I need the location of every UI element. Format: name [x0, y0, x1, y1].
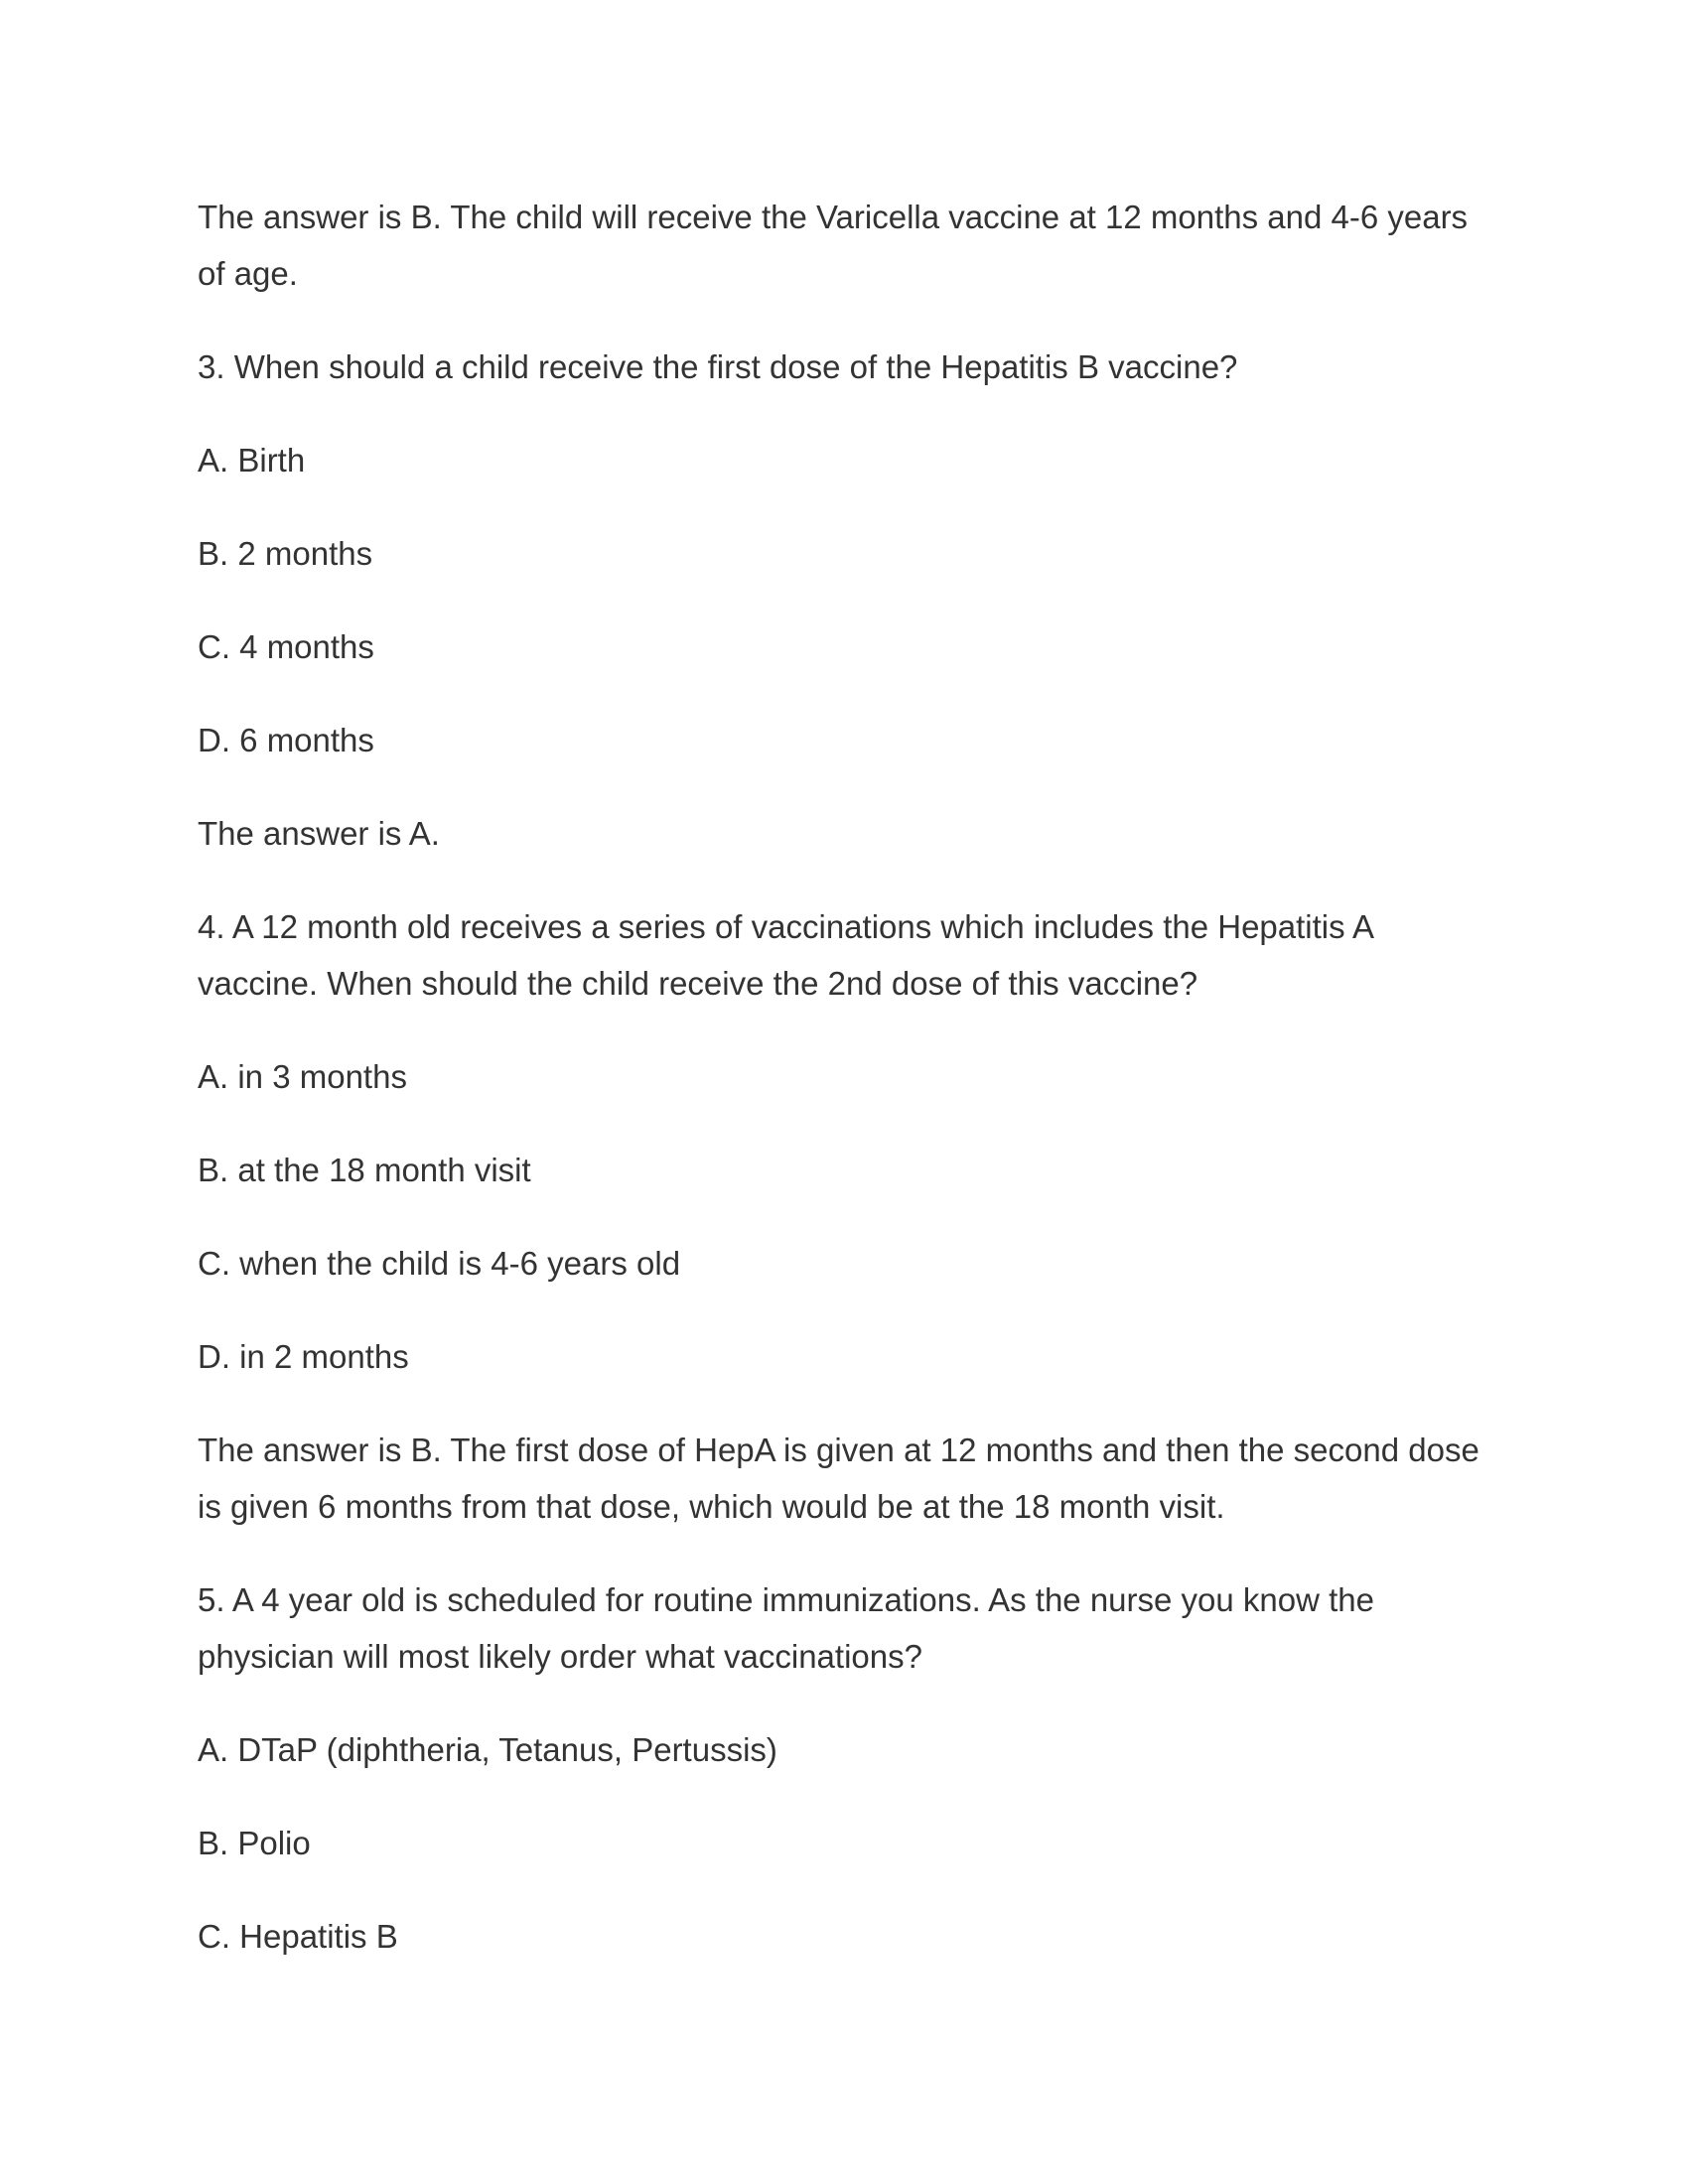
question-3: 3. When should a child receive the first dose of the Hepatitis B vaccine?: [198, 348, 1238, 385]
document-page: [198, 189, 1488, 2001]
q3-option-d: D. 6 months: [198, 722, 374, 758]
answer-q4: The answer is B. The first dose of HepA is given at 12 months and then the second dose is given 6 months from that dose, which would be at the 18 month visit.: [198, 1432, 1479, 1525]
q5-option-b: B. Polio: [198, 1825, 311, 1861]
q3-option-a: A. Birth: [198, 442, 306, 478]
answer-q3: The answer is A.: [198, 815, 440, 852]
q4-option-b: B. at the 18 month visit: [198, 1152, 531, 1188]
q4-option-a: A. in 3 months: [198, 1058, 407, 1095]
answer-q2: The answer is B. The child will receive the Varicella vaccine at 12 months and 4-6 years of age.: [198, 199, 1469, 292]
q5-option-c: C. Hepatitis B: [198, 1918, 398, 1955]
q5-option-a: A. DTaP (diphtheria, Tetanus, Pertussis): [198, 1731, 777, 1768]
q4-option-d: D. in 2 months: [198, 1338, 409, 1375]
q3-option-c: C. 4 months: [198, 628, 374, 665]
q4-option-c: C. when the child is 4-6 years old: [198, 1245, 681, 1282]
question-4: 4. A 12 month old receives a series of vaccinations which includes the Hepatitis A vaccine. When should the child receive the 2nd dose of this vaccine?: [198, 908, 1373, 1002]
question-5: 5. A 4 year old is scheduled for routine immunizations. As the nurse you know the physician will most likely order what vaccinations?: [198, 1581, 1375, 1675]
q3-option-b: B. 2 months: [198, 535, 373, 572]
